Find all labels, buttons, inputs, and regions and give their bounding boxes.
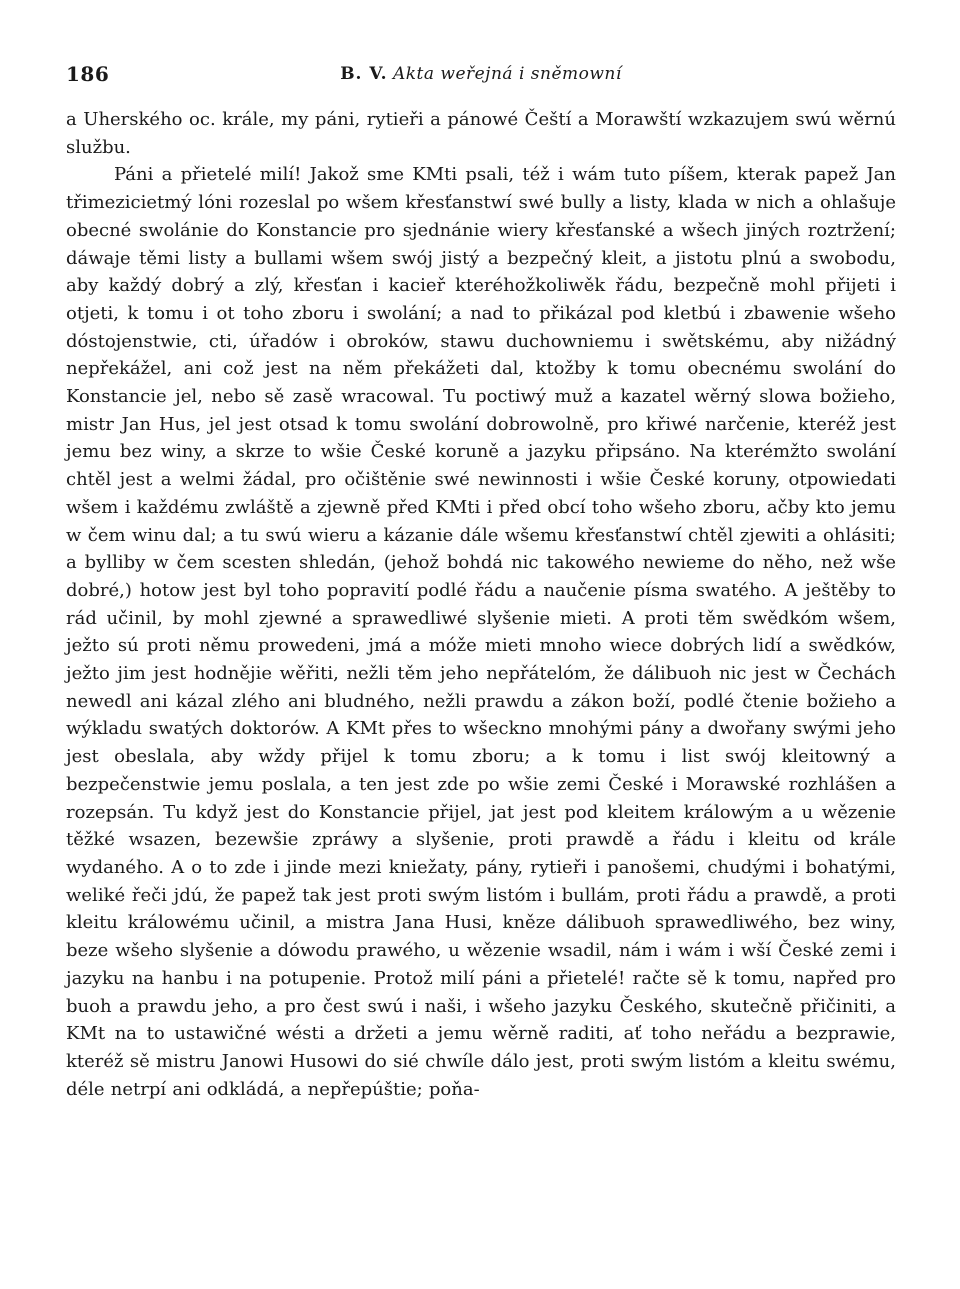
paragraph: Páni a přietelé milí! Jakož sme KMti psali, též i wám tuto píšem, kterak papež Jan třimezicietmý lóni rozeslal po wšem křesťanstwí swé bully a listy, klada w nich a ohlašuje obecné swolánie do Konstancie pro sjednánie wiery křesťanské a wšech jiných roztržení; dáwaje těmi listy a bullami wšem swój jistý a bezpečný kleit, a jistotu plnú a swobodu, aby každý dobrý a zlý, křesťan i kacieř kteréhožkoliwěk řádu, bezpečně mohl přijeti i otjeti, k tomu i ot toho zboru i swolání; a nad to přikázal pod kletbú i zbawenie wšeho dóstojenstwie, cti, úřadów i obroków, stawu duchowniemu i swětskému, aby nižádný nepřekážel, ani což jest na něm překážeti dal, ktožby k tomu obecnému swolání do Konstancie jel, nebo sě zasě wracowal. Tu poctiwý muž a kazatel wěrný slowa božieho, mistr Jan Hus, jel jest otsad k tomu swolání dobrowolně, pro křiwé narčenie, kteréž jest jemu bez winy, a skrze to wšie České koruně a jazyku připsáno. Na kterémžto swolání chtěl jest a welmi žádal, pro očištěnie swé newinnosti i wšie České koruny, otpowiedati wšem i každému zwláště a zjewně před KMti i před obcí toho wšeho zboru, ačby kto jemu w čem winu dal; a tu swú wieru a kázanie dále wšemu křesťanstwí chtěl zjewiti a ohlásiti; a bylliby w čem scesten shledán, (jehož bohdá nic takowého newieme do něho, než wše dobré,) hotow jest byl toho popravití podlé řádu a naučenie písma swatého. A ještěby to rád učinil, by mohl zjewné a sprawedliwé slyšenie mieti. A proti těm swědkóm wšem, ježto sú proti němu prowedeni, jmá a móže mieti mnoho wiece dobrých lidí a swědków, ježto jim jest hodnějie wěřiti, nežli těm jeho nepřátelóm, že dálibuoh nic jest w Čechách newedl ani kázal zlého ani bludného, nežli prawdu a zákon boží, podlé čtenie božieho a wýkladu swatých doktorów. A KMt přes to wšeckno mnohými pány a dwořany swými jeho jest obeslala, aby wždy přijel k tomu zboru; a k tomu i list swój kleitowný a bezpečenstwie jemu poslala, a ten jest zde po wšie zemi České i Morawské rozhlášen a rozepsán. Tu když jest do Konstancie přijel, jat jest pod kleitem králowým a u wězenie těžké wsazen, bezewšie zpráwy a slyšenie, proti prawdě a řádu i kleitu od krále wydaného. A o to zde i jinde mezi kniežaty, pány, rytieři i panošemi, chudými i bohatými, weliké řeči jdú, že papež tak jest proti swým listóm i bullám, proti řádu a prawdě, a proti kleitu králowému učinil, a mistra Jana Husi, kněze dálibuoh sprawedliwého, bez winy, beze wšeho slyšenie a dówodu prawého, u wězenie wsadil, nám i wám i wší České zemi i jazyku na hanbu i na potupenie. Protož milí páni a přietelé! račte sě k tomu, napřed pro buoh a prawdu jeho, a pro čest swú i naši, i wšeho jazyku Českého, skutečně přičiniti, a KMt na to ustawičné wésti a držeti a jemu wěrně raditi, ať toho neřádu a bezprawie, kteréž sě mistru Janowi Husowi do sié chwíle dálo jest, proti swým listóm a kleitu swému, déle netrpí ani odkládá, a nepřepúštie; poňa- — [66, 164, 896, 1100]
page-header — [66, 62, 896, 98]
running-head-title: Akta weřejná i sněmowní — [392, 64, 622, 84]
running-head — [66, 64, 896, 84]
body-text — [66, 106, 896, 1103]
running-head-part: B. V. — [340, 64, 388, 84]
book-page — [66, 62, 896, 1103]
paragraph: a Uherského oc. krále, my páni, rytieři a pánowé Čeští a Morawští wzkazujem swú wěrnú službu. — [66, 109, 896, 158]
page-number: 186 — [66, 62, 110, 86]
